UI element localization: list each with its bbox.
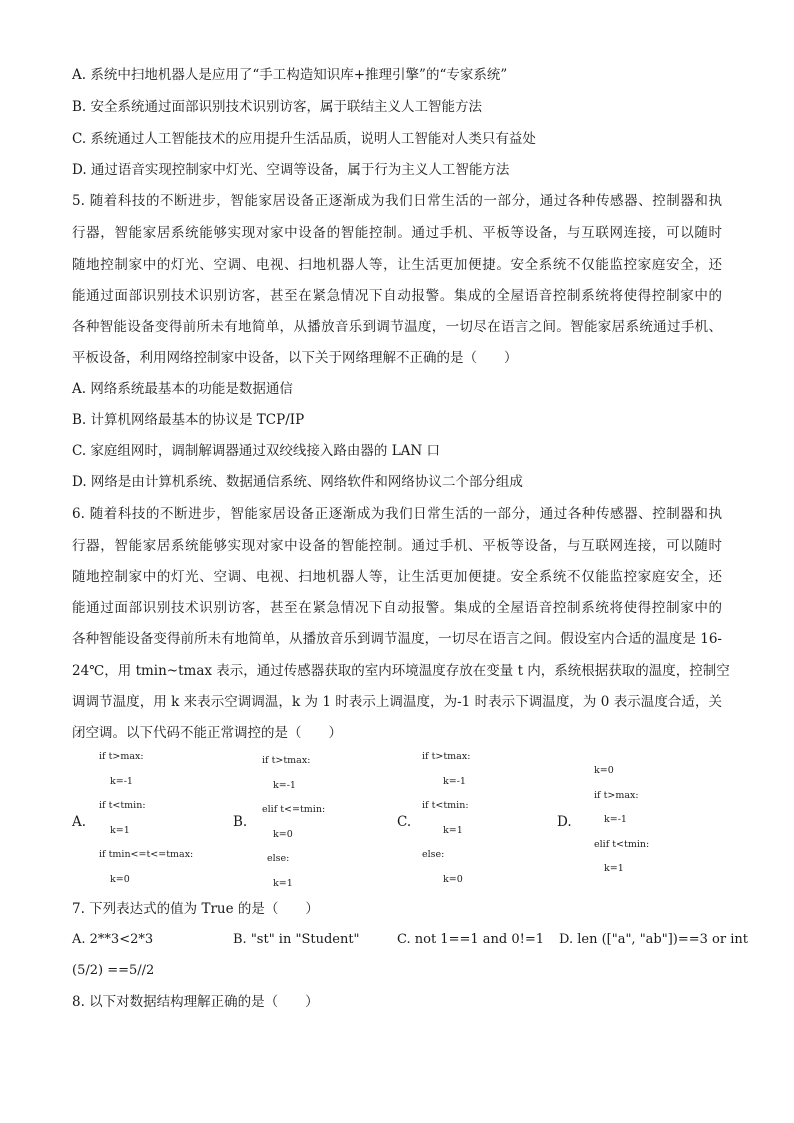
code-b-line: k=-1 — [273, 780, 296, 791]
q5-option-b: B. 计算机网络最基本的协议是 TCP/IP — [72, 412, 305, 428]
q6-stem-line: 调调节温度，用 k 来表示空调调温，k 为 1 时表示上调温度，为-1 时表示下调温度，为 0 表示温度合适，关 — [72, 694, 722, 710]
q6-stem-line: 能通过面部识别技术识别访客，甚至在紧急情况下自动报警。集成的全屋语音控制系统将使得控制家中的 — [72, 600, 722, 616]
code-c-line: k=0 — [443, 874, 463, 885]
code-a-line: k=1 — [110, 825, 130, 836]
code-a-line: if tmin<=t<=tmax: — [99, 849, 194, 860]
q5-option-c: C. 家庭组网时，调制解调器通过双绞线接入路由器的 LAN 口 — [72, 443, 441, 459]
q5-stem-line: 平板设备，利用网络控制家中设备，以下关于网络理解不正确的是（ ） — [72, 350, 518, 366]
q6-option-label-a: A. — [72, 814, 87, 830]
code-d-line: if t>max: — [594, 790, 639, 801]
q5-stem-line: 5. 随着科技的不断进步，智能家居设备正逐渐成为我们日常生活的一部分，通过各种传感器、控制器和执 — [72, 193, 722, 209]
code-c-line: if t>tmax: — [422, 751, 471, 762]
code-b-line: k=0 — [273, 829, 293, 840]
code-c-line: k=1 — [443, 825, 463, 836]
q5-stem-line: 行器，智能家居系统能够实现对家中设备的智能控制。通过手机、平板等设备，与互联网连接，可以随时 — [72, 225, 722, 241]
q6-option-label-b: B. — [233, 814, 248, 830]
code-c-line: k=-1 — [443, 776, 466, 787]
q5-option-a: A. 网络系统最基本的功能是数据通信 — [72, 381, 293, 397]
code-d-line: elif t<tmin: — [594, 839, 650, 850]
q5-stem-line: 各种智能设备变得前所未有地简单，从播放音乐到调节温度，一切尽在语言之间。智能家居系统通过手机、 — [72, 319, 722, 335]
q7-option-a: A. 2**3<2*3 — [72, 932, 154, 947]
q6-stem-line: 6. 随着科技的不断进步，智能家居设备正逐渐成为我们日常生活的一部分，通过各种传感器、控制器和执 — [72, 506, 722, 522]
q7-option-b: B. "st" in "Student" — [233, 932, 360, 947]
q6-option-label-c: C. — [397, 814, 412, 830]
code-b-line: if t>tmax: — [262, 755, 311, 766]
code-a-line: if t>max: — [99, 751, 144, 762]
q6-stem-line: 24℃，用 tmin~tmax 表示，通过传感器获取的室内环境温度存放在变量 t 内，系统根据获取的温度，控制空 — [72, 663, 730, 679]
code-b-line: else: — [267, 853, 290, 864]
q7-stem: 7. 下列表达式的值为 True 的是（ ） — [72, 901, 319, 917]
code-d-line: k=1 — [604, 863, 624, 874]
q5-stem-line: 能通过面部识别技术识别访客，甚至在紧急情况下自动报警。集成的全屋语音控制系统将使得控制家中的 — [72, 288, 722, 304]
q6-stem-line: 行器，智能家居系统能够实现对家中设备的智能控制。通过手机、平板等设备，与互联网连接，可以随时 — [72, 538, 722, 554]
code-c-line: else: — [422, 849, 445, 860]
q6-stem-line: 闭空调。以下代码不能正常调控的是（ ） — [72, 725, 342, 741]
q5-option-d: D. 网络是由计算机系统、数据通信系统、网络软件和网络协议二个部分组成 — [72, 474, 523, 490]
q7-option-d: D. len (["a", "ab"])==3 or int — [559, 932, 748, 947]
q5-stem-line: 随地控制家中的灯光、空调、电视、扫地机器人等，让生活更加便捷。安全系统不仅能监控家庭安全，还 — [72, 257, 722, 273]
code-a-line: k=0 — [110, 874, 130, 885]
q6-stem-line: 随地控制家中的灯光、空调、电视、扫地机器人等，让生活更加便捷。安全系统不仅能监控家庭安全，还 — [72, 569, 722, 585]
q6-stem-line: 各种智能设备变得前所未有地简单，从播放音乐到调节温度，一切尽在语言之间。假设室内合适的温度是 16- — [72, 631, 722, 647]
code-b-line: elif t<=tmin: — [262, 804, 326, 815]
code-b-line: k=1 — [273, 878, 293, 889]
q4-option-b: B. 安全系统通过面部识别技术识别访客，属于联结主义人工智能方法 — [72, 99, 483, 115]
code-c-line: if t<tmin: — [422, 800, 469, 811]
q7-option-c: C. not 1==1 and 0!=1 — [397, 932, 544, 947]
q4-option-c: C. 系统通过人工智能技术的应用提升生活品质，说明人工智能对人类只有益处 — [72, 131, 536, 147]
code-a-line: if t<tmin: — [99, 800, 146, 811]
code-a-line: k=-1 — [110, 776, 133, 787]
q4-option-a: A. 系统中扫地机器人是应用了“手工构造知识库+推理引擎”的“专家系统” — [72, 67, 508, 83]
q8-stem: 8. 以下对数据结构理解正确的是（ ） — [72, 994, 319, 1010]
q7-option-d-continued: (5/2) ==5//2 — [72, 963, 155, 978]
q6-option-label-d: D. — [557, 814, 572, 830]
q4-option-d: D. 通过语音实现控制家中灯光、空调等设备，属于行为主义人工智能方法 — [72, 162, 510, 178]
code-d-line: k=-1 — [604, 814, 627, 825]
code-d-line: k=0 — [594, 765, 614, 776]
